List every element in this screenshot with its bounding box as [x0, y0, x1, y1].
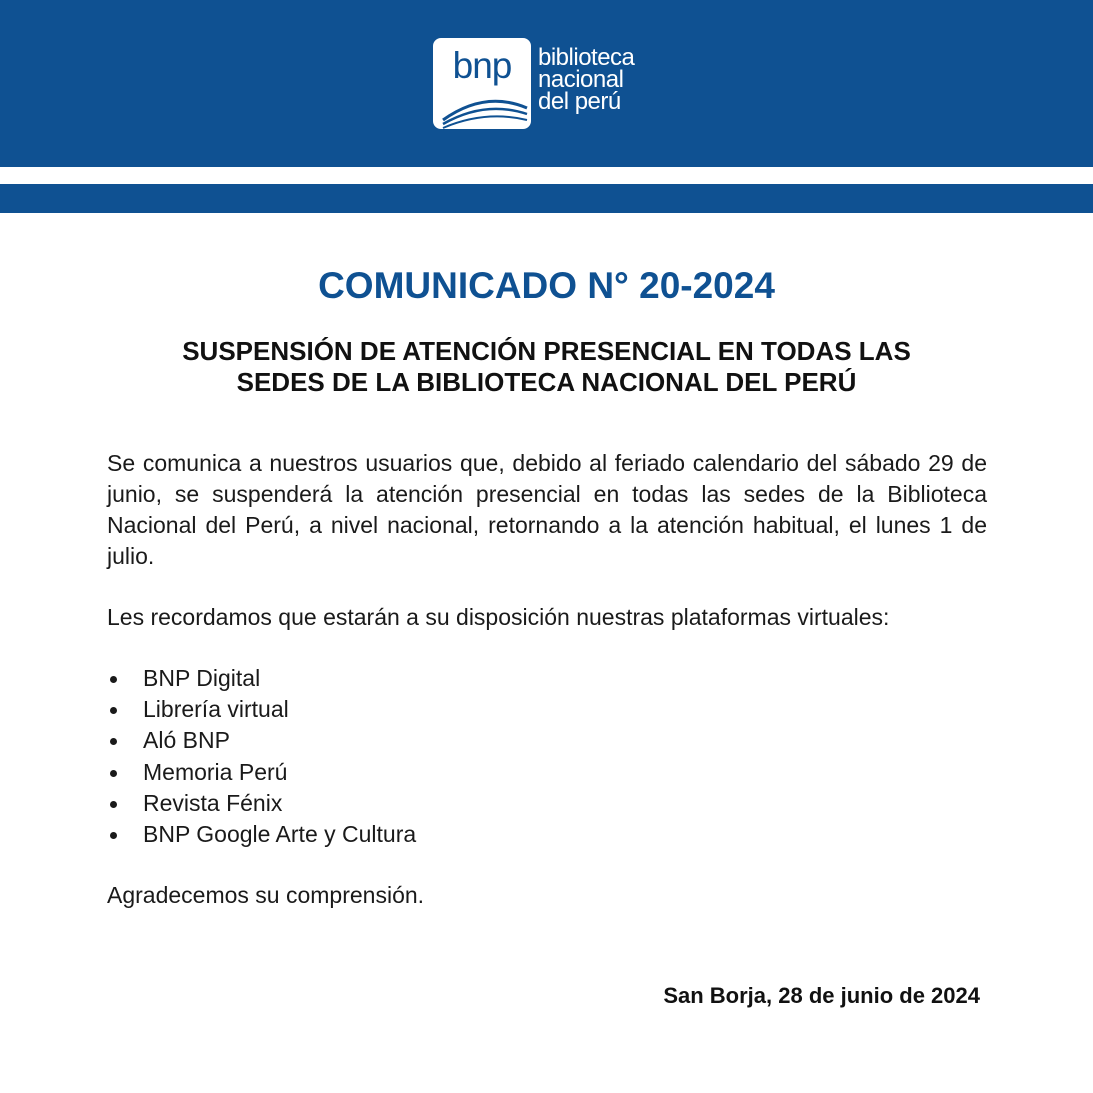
bullet-icon	[110, 801, 117, 808]
bullet-icon	[110, 738, 117, 745]
list-item-label: Memoria Perú	[143, 758, 288, 785]
list-item	[107, 788, 707, 819]
signoff-date: San Borja, 28 de junio de 2024	[663, 983, 980, 1008]
header-stripe	[0, 184, 1093, 213]
logo-line-3: del perú	[538, 88, 621, 115]
bullet-icon	[110, 676, 117, 683]
list-item	[107, 725, 707, 756]
list-item	[107, 819, 707, 850]
subtitle-line-2: SEDES DE LA BIBLIOTECA NACIONAL DEL PERÚ	[236, 367, 857, 397]
list-item	[107, 663, 707, 694]
list-item-label: Librería virtual	[143, 696, 289, 723]
bnp-logo-icon	[433, 38, 531, 129]
list-item	[107, 757, 707, 788]
subtitle	[80, 336, 1013, 398]
platform-list	[107, 663, 707, 850]
logo-line-2: nacional	[538, 66, 624, 93]
list-item-label: BNP Digital	[143, 665, 261, 691]
bullet-icon	[110, 707, 117, 714]
platforms-intro: Les recordamos que estarán a su disposición nuestras plataformas virtuales:	[107, 604, 890, 630]
list-item-label: Aló BNP	[143, 727, 230, 754]
logo-mark: bnp	[452, 45, 512, 86]
logo-wordmark	[538, 44, 698, 115]
page-title: COMUNICADO N° 20-2024	[318, 265, 775, 306]
list-item	[107, 694, 707, 725]
list-item-label: BNP Google Arte y Cultura	[143, 820, 417, 847]
subtitle-line-1: SUSPENSIÓN DE ATENCIÓN PRESENCIAL EN TODAS LAS	[182, 336, 911, 366]
closing-text: Agradecemos su comprensión.	[107, 882, 425, 908]
logo-line-1: biblioteca	[538, 44, 635, 71]
bullet-icon	[110, 832, 117, 839]
list-item-label: Revista Fénix	[143, 789, 283, 816]
book-arcs-icon	[433, 88, 531, 129]
body-paragraph: Se comunica a nuestros usuarios que, debido al feriado calendario del sábado 29 de junio, se suspenderá la atención presencial en todas las sedes de la Biblioteca Nacional del Perú, a nivel nacional, retornando a la atención habitual, el lunes 1 de julio.	[107, 450, 987, 569]
bullet-icon	[110, 770, 117, 777]
